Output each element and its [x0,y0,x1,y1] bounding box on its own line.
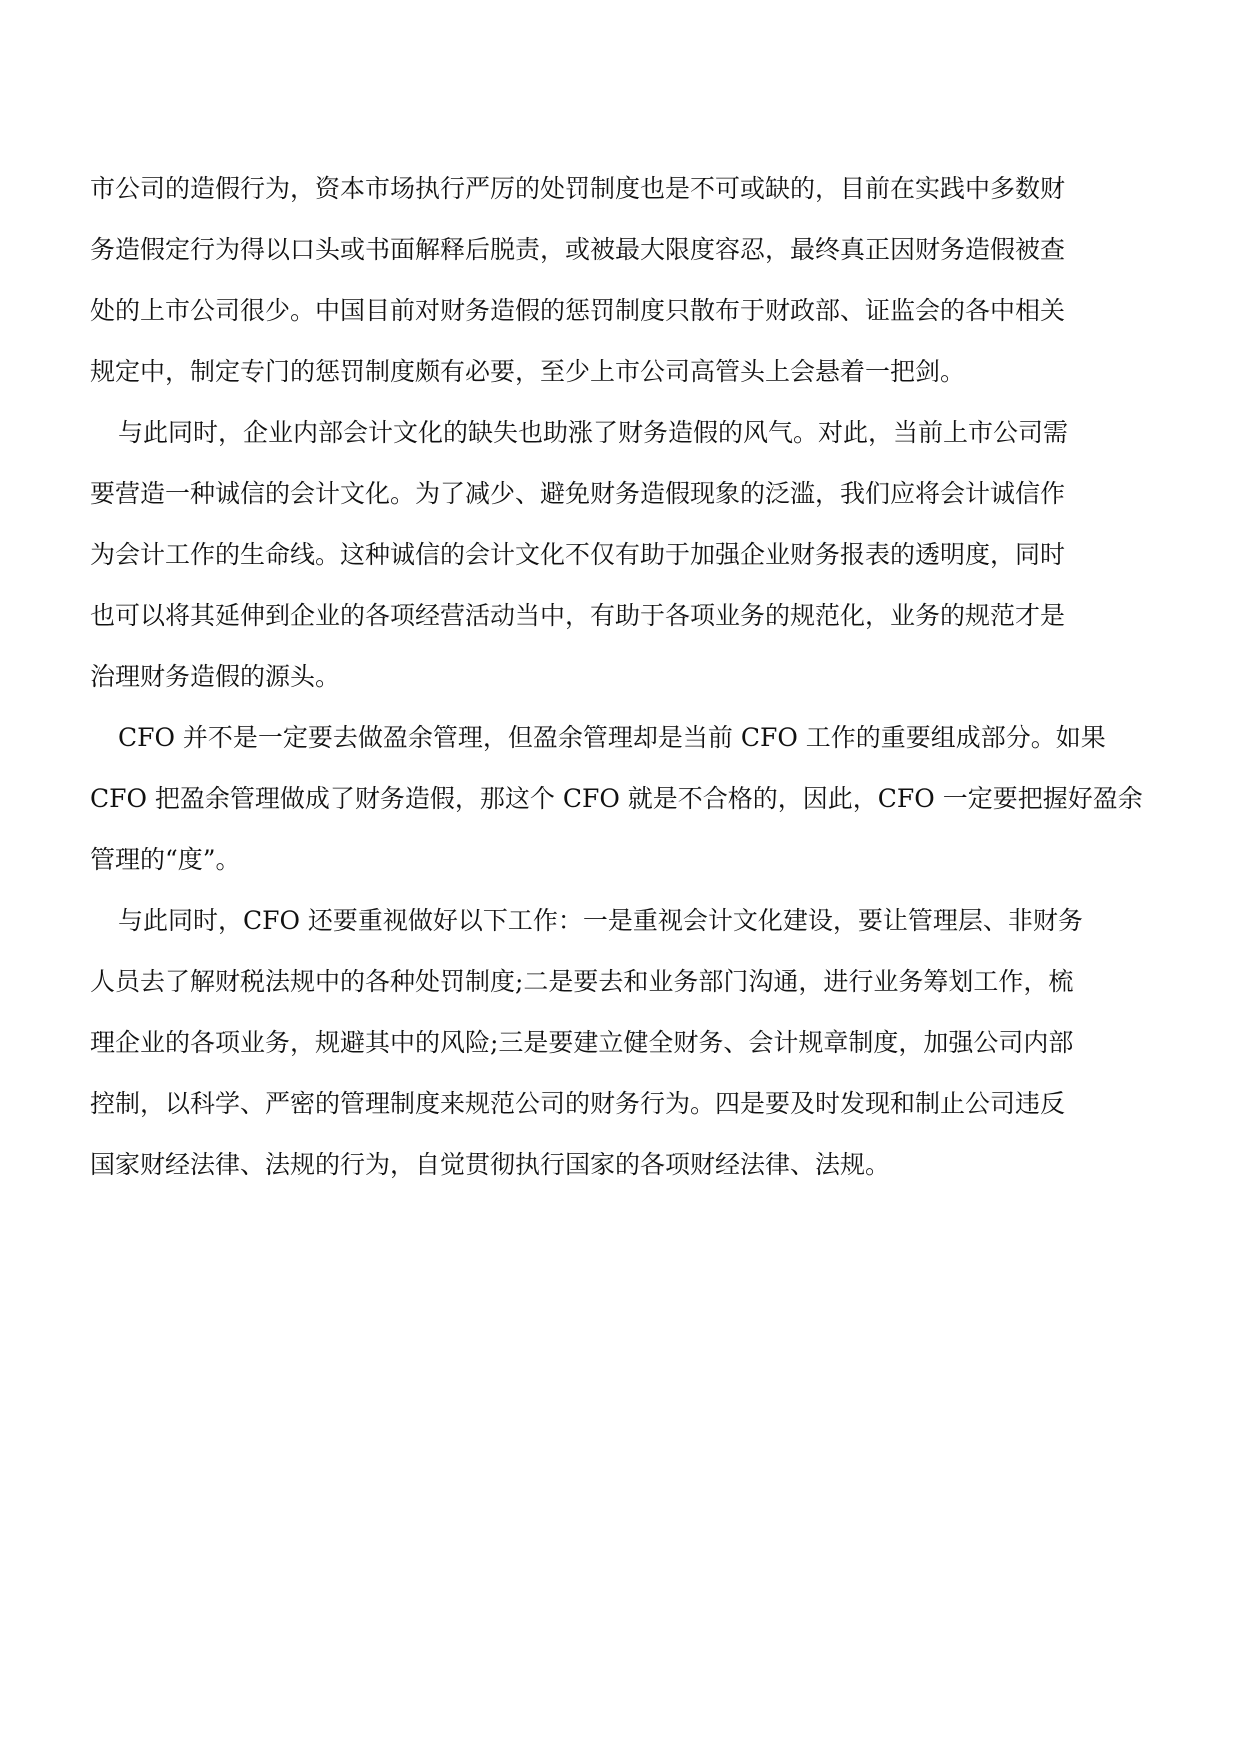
paragraph-line: 也可以将其延伸到企业的各项经营活动当中，有助于各项业务的规范化，业务的规范才是 [90,601,1066,630]
paragraph-line: 处的上市公司很少。中国目前对财务造假的惩罚制度只散布于财政部、证监会的各中相关 [90,296,1066,325]
paragraph-line: 与此同时，CFO 还要重视做好以下工作：一是重视会计文化建设，要让管理层、非财务 [118,906,1083,935]
paragraph-line: 规定中，制定专门的惩罚制度颇有必要，至少上市公司高管头上会悬着一把剑。 [90,357,966,386]
paragraph-3 [90,707,1152,890]
paragraph-line: 与此同时，企业内部会计文化的缺失也助涨了财务造假的风气。对此，当前上市公司需 [118,418,1069,447]
paragraph-line: 务造假定行为得以口头或书面解释后脱责，或被最大限度容忍，最终真正因财务造假被查 [90,235,1066,264]
paragraph-4 [90,890,1152,1195]
paragraph-line: 理企业的各项业务，规避其中的风险;三是要建立健全财务、会计规章制度，加强公司内部 [90,1028,1074,1057]
paragraph-line: CFO 把盈余管理做成了财务造假，那这个 CFO 就是不合格的，因此，CFO 一定要把握好盈余 [90,784,1143,813]
paragraph-line: 人员去了解财税法规中的各种处罚制度;二是要去和业务部门沟通，进行业务筹划工作，梳 [90,967,1074,996]
document-body [90,158,1152,1195]
paragraph-line: 为会计工作的生命线。这种诚信的会计文化不仅有助于加强企业财务报表的透明度，同时 [90,540,1066,569]
paragraph-line: 管理的“度”。 [90,845,241,874]
paragraph-line: 控制，以科学、严密的管理制度来规范公司的财务行为。四是要及时发现和制止公司违反 [90,1089,1066,1118]
paragraph-line: 国家财经法律、法规的行为，自觉贯彻执行国家的各项财经法律、法规。 [90,1150,891,1179]
paragraph-line: CFO 并不是一定要去做盈余管理，但盈余管理却是当前 CFO 工作的重要组成部分。如果 [118,723,1106,752]
paragraph-1 [90,158,1152,402]
paragraph-2 [90,402,1152,707]
paragraph-line: 市公司的造假行为，资本市场执行严厉的处罚制度也是不可或缺的，目前在实践中多数财 [90,174,1066,203]
paragraph-line: 要营造一种诚信的会计文化。为了减少、避免财务造假现象的泛滥，我们应将会计诚信作 [90,479,1066,508]
paragraph-line: 治理财务造假的源头。 [90,662,341,691]
